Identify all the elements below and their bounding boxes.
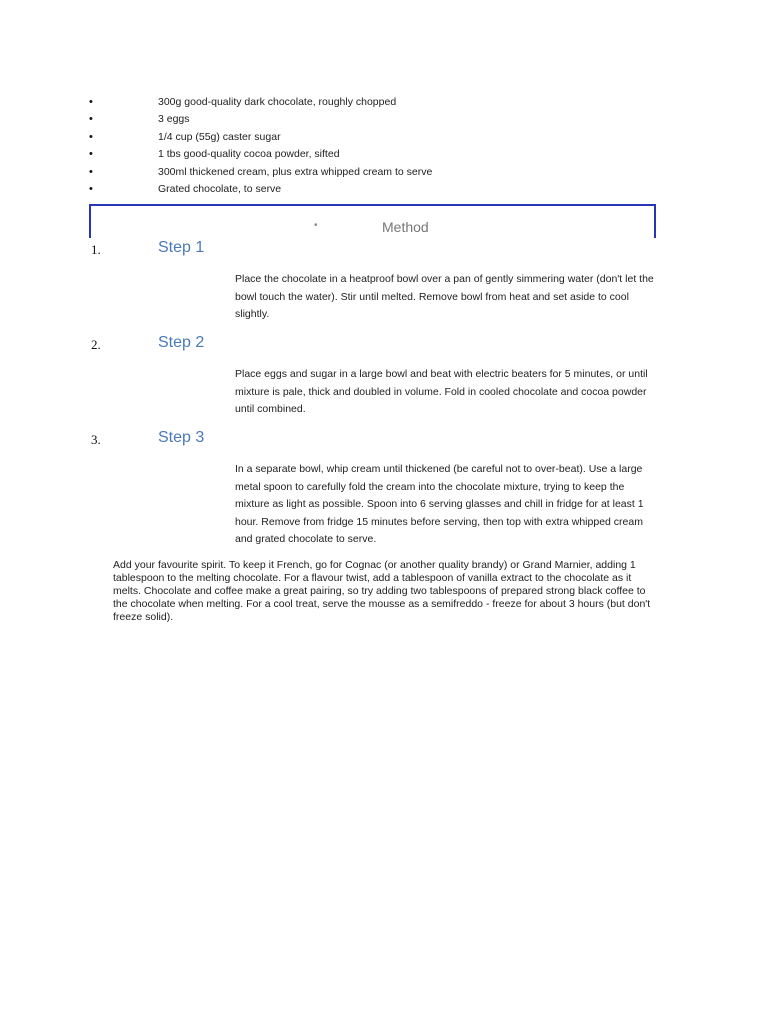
ingredient-text: Grated chocolate, to serve	[158, 182, 282, 195]
step-text: Place the chocolate in a heatproof bowl over a pan of gently simmering water (don't let the bowl touch the water). Stir until melted. Remove bowl from heat and set aside to cool slightly.	[235, 273, 654, 321]
step-number: 1.	[91, 242, 101, 257]
ingredient-text: 1 tbs good-quality cocoa powder, sifted	[158, 148, 340, 161]
ingredient-item	[0, 181, 768, 198]
step-number: 3.	[91, 432, 101, 447]
bullet-icon: •	[89, 148, 93, 161]
ingredient-item	[0, 129, 768, 146]
step-title: Step 2	[158, 334, 205, 351]
bullet-icon: •	[89, 96, 93, 108]
method-bullet-icon: •	[314, 220, 318, 231]
bullet-icon: •	[89, 130, 93, 143]
ingredient-text: 3 eggs	[158, 113, 190, 126]
bullet-icon: •	[89, 182, 93, 195]
step-number: 2.	[91, 337, 101, 352]
ingredient-item	[0, 146, 768, 163]
ingredient-text: 300ml thickened cream, plus extra whipped cream to serve	[158, 165, 433, 178]
ingredient-text: 300g good-quality dark chocolate, roughly chopped	[158, 96, 397, 108]
step-title: Step 1	[158, 239, 205, 256]
ingredient-item	[0, 111, 768, 128]
bullet-icon: •	[89, 113, 93, 126]
ingredient-text: 1/4 cup (55g) caster sugar	[158, 130, 281, 143]
ingredient-item	[0, 164, 768, 181]
method-title: Method	[382, 219, 429, 235]
ingredient-item	[0, 94, 768, 111]
recipe-tip: Add your favourite spirit. To keep it French, go for Cognac (or another quality brandy) or Grand Marnier, adding 1 tablespoon to the melting chocolate. For a flavour twist, add a tablespoon of vanilla extract to the chocolate as it melts. Chocolate and coffee make a great pairing, so try adding two tablespoons of prepared strong black coffee to the chocolate when melting. For a cool treat, serve the mousse as a semifreddo - freeze for about 3 hours (but don't freeze solid).	[113, 559, 651, 623]
method-header-box	[89, 204, 656, 238]
ingredients-list	[0, 94, 768, 198]
step-text: In a separate bowl, whip cream until thickened (be careful not to over-beat). Use a large metal spoon to carefully fold the cream into the chocolate mixture, trying to keep the mixture as light as possible. Spoon into 6 serving glasses and chill in fridge for at least 1 hour. Remove from fridge 15 minutes before serving, then top with extra whipped cream and grated chocolate to serve.	[235, 463, 644, 546]
step-title: Step 3	[158, 429, 205, 446]
bullet-icon: •	[89, 165, 93, 178]
step-text: Place eggs and sugar in a large bowl and beat with electric beaters for 5 minutes, or until mixture is pale, thick and doubled in volume. Fold in cooled chocolate and cocoa powder until combined.	[235, 368, 648, 416]
